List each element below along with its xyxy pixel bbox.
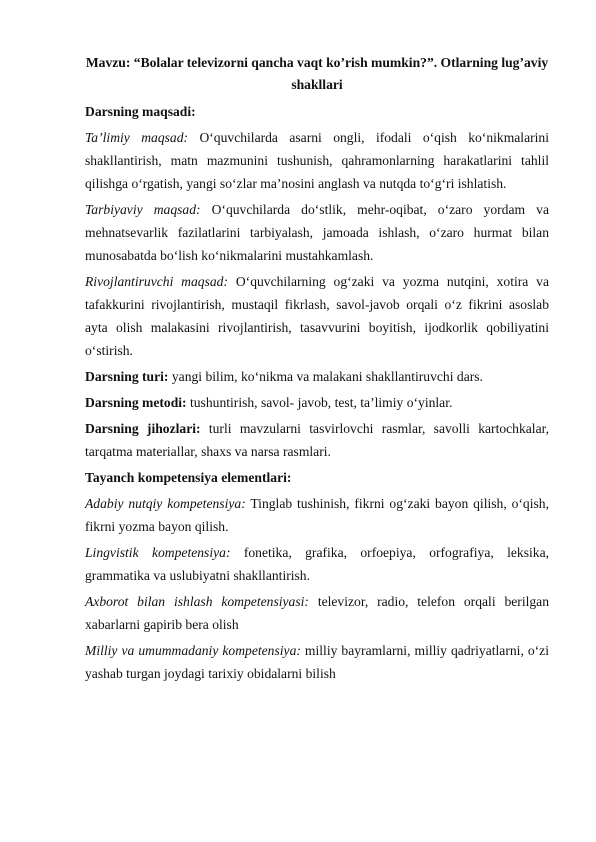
comp-literary-label: Adabiy nutqiy kompetensiya:: [85, 496, 246, 511]
lesson-type-label: Darsning turi:: [85, 369, 169, 384]
comp-national-paragraph: [85, 639, 549, 685]
goal-upbringing-paragraph: [85, 198, 549, 267]
lesson-method-label: Darsning metodi:: [85, 395, 187, 410]
lesson-method-paragraph: [85, 391, 549, 414]
comp-linguistic-label: Lingvistik kompetensiya:: [85, 545, 231, 560]
lesson-method-text: tushuntirish, savol- javob, test, ta’limiy o‘yinlar.: [189, 395, 453, 410]
lesson-equipment-text: turli mavzularni tasvirlovchi rasmlar, savolli kartochkalar, tarqatma materiallar, shaxs va narsa rasmlari.: [85, 421, 549, 459]
goal-upbringing-text: O‘quvchilarda do‘stlik, mehr-oqibat, o‘zaro yordam va mehnatsevarlik fazilatlarini tarbiyalash, jamoada ishlash, o‘zaro hurmat bilan munosabatda bo‘lish ko‘nikmalarini mustahkamlash.: [85, 202, 549, 263]
goal-developmental-text: O‘quvchilarning og‘zaki va yozma nutqini, xotira va tafakkurini rivojlantirish, mustaqil fikrlash, savol-javob orqali o‘z fikrini asoslab ayta olish malakasini rivojlantirish, tasavvurini boyitish, ijodkorlik qobiliyatini o‘stirish.: [85, 274, 549, 358]
lesson-type-text: yangi bilim, ko‘nikma va malakani shakllantiruvchi dars.: [171, 369, 483, 384]
comp-information-label: Axborot bilan ishlash kompetensiyasi:: [85, 594, 309, 609]
comp-linguistic-text: fonetika, grafika, orfoepiya, orfografiya, leksika, grammatika va uslubiyatni shakllantirish.: [85, 545, 549, 583]
goal-developmental-paragraph: [85, 270, 549, 362]
comp-information-text: televizor, radio, telefon orqali berilgan xabarlarni gapirib bera olish: [85, 594, 549, 632]
lesson-equipment-label: Darsning jihozlari:: [85, 421, 201, 436]
comp-linguistic-paragraph: [85, 541, 549, 587]
comp-literary-paragraph: [85, 492, 549, 538]
goals-heading: Darsning maqsadi:: [85, 104, 196, 119]
lesson-equipment-paragraph: [85, 417, 549, 463]
comp-national-text: milliy bayramlarni, milliy qadriyatlarni, o‘zi yashab turgan joydagi tarixiy obidalarni bilish: [85, 643, 549, 681]
comp-information-paragraph: [85, 590, 549, 636]
goal-upbringing-label: Tarbiyaviy maqsad:: [85, 202, 201, 217]
goal-educational-text: O‘quvchilarda asarni ongli, ifodali o‘qish ko‘nikmalarini shakllantirish, matn mazmunini tushunish, qahramonlarning harakatlarini tahlil qilishga o‘rgatish, yangi so‘zlar ma’nosini anglash va nutqda to‘g‘ri ishlatish.: [85, 130, 549, 191]
goal-developmental-label: Rivojlantiruvchi maqsad:: [85, 274, 228, 289]
goal-educational-label: Ta’limiy maqsad:: [85, 130, 189, 145]
competencies-heading: Tayanch kompetensiya elementlari:: [85, 470, 292, 485]
comp-literary-text: Tinglab tushinish, fikrni og‘zaki bayon qilish, o‘qish, fikrni yozma bayon qilish.: [85, 496, 549, 534]
goal-educational-paragraph: [85, 126, 549, 195]
comp-national-label: Milliy va umummadaniy kompetensiya:: [85, 643, 301, 658]
page-title: Mavzu: “Bolalar televizorni qancha vaqt ko’rish mumkin?”. Otlarning lug’aviy shakllari: [85, 55, 549, 92]
lesson-type-paragraph: [85, 365, 549, 388]
